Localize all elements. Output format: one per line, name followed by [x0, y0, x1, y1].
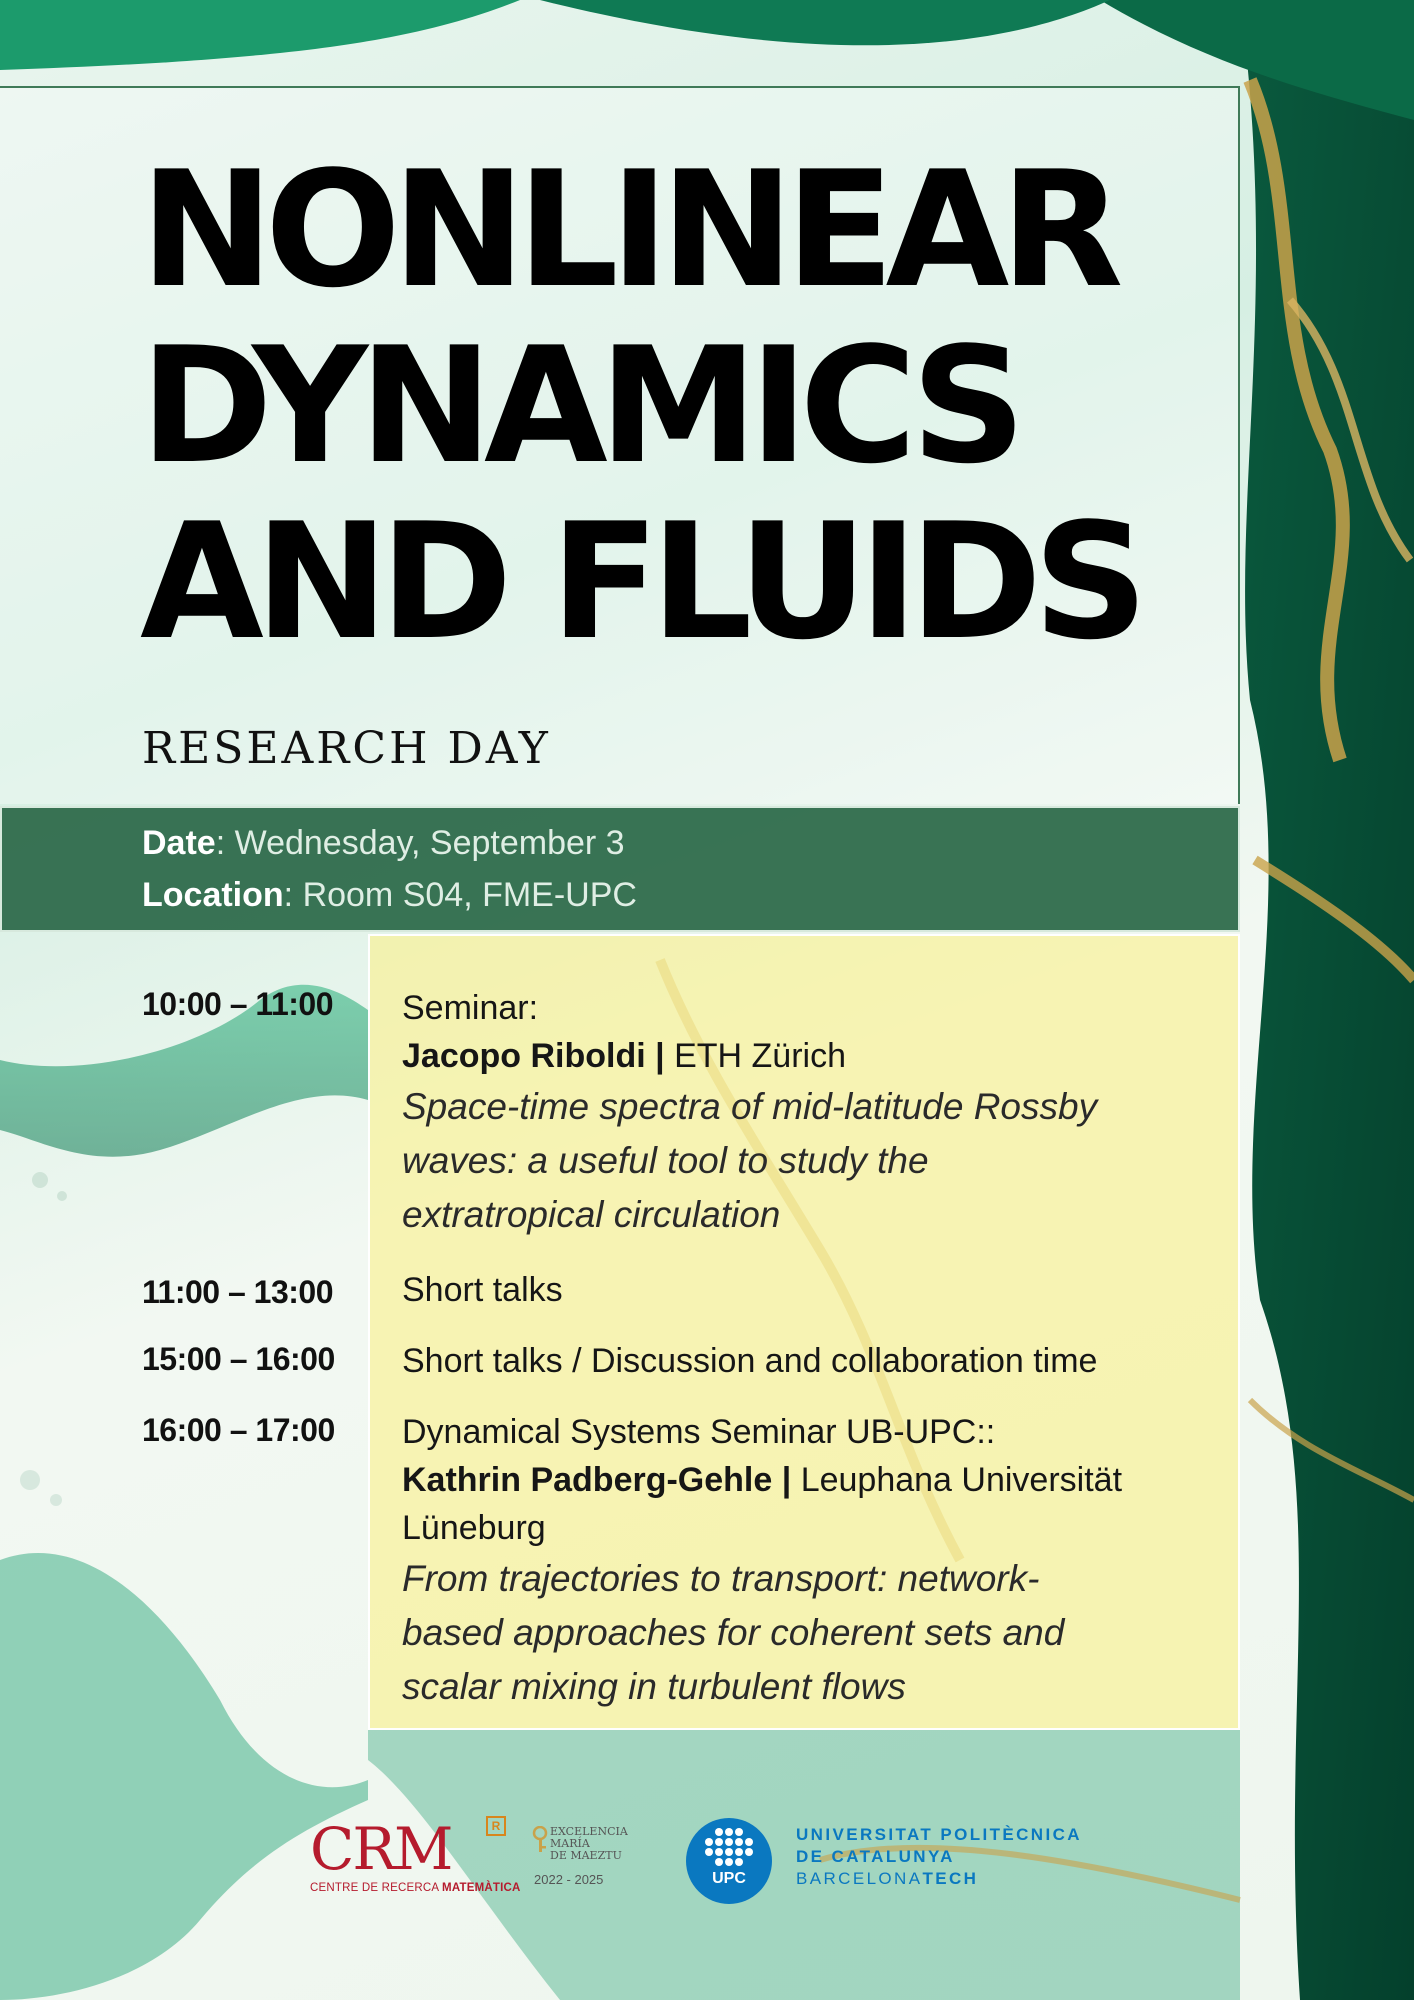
crm-wordmark: CRM: [310, 1815, 452, 1883]
schedule-entry-seminar: [402, 984, 1192, 1242]
title-panel: [0, 86, 1240, 804]
entry-text: Short talks: [402, 1271, 563, 1309]
speaker-affiliation: ETH Zürich: [664, 1037, 846, 1075]
upc-label: UPC: [712, 1870, 746, 1887]
entry-text: Short talks / Discussion and collaboration time: [402, 1342, 1098, 1380]
title-line-3: AND FLUIDS: [140, 488, 1140, 675]
upc-line-2: DE CATALUNYA: [796, 1847, 955, 1866]
schedule-time: 10:00 – 11:00: [142, 986, 333, 1022]
upc-line-3-a: BARCELONA: [796, 1869, 923, 1888]
mm-line-2: MARÍA: [550, 1837, 590, 1850]
talk-title-line: extratropical circulation: [402, 1194, 781, 1235]
entry-speaker-line: [402, 1032, 1192, 1080]
info-band: [0, 806, 1240, 932]
title-line-1: NONLINEAR: [140, 136, 1115, 323]
schedule-time: 15:00 – 16:00: [142, 1341, 335, 1377]
upc-wordmark: [796, 1824, 1082, 1890]
entry-kind: Dynamical Systems Seminar UB-UPC::: [402, 1413, 996, 1451]
entry-kind: Seminar:: [402, 989, 539, 1027]
talk-title-line: Space-time spectra of mid-latitude Rossby: [402, 1086, 1098, 1127]
location-value: : Room S04, FME-UPC: [283, 876, 637, 914]
upc-line-3-b: TECH: [922, 1869, 979, 1888]
crm-logo: [310, 1810, 521, 1894]
event-subtitle: RESEARCH DAY: [142, 723, 551, 774]
schedule-entry-short-talks: [402, 1266, 1192, 1314]
upc-dots-icon: [686, 1818, 772, 1904]
maria-de-maeztu-text: [550, 1826, 628, 1862]
schedule-entry-dynamical-seminar: [402, 1408, 1192, 1714]
title-line-2: DYNAMICS: [140, 312, 1018, 499]
mm-line-3: DE MAEZTU: [550, 1849, 622, 1862]
speaker-name: Jacopo Riboldi |: [402, 1037, 665, 1075]
talk-title-line: scalar mixing in turbulent flows: [402, 1666, 906, 1707]
speaker-name: Kathrin Padberg-Gehle |: [402, 1461, 792, 1499]
maria-de-maeztu-years: 2022 - 2025: [534, 1872, 604, 1887]
crm-subtitle-a: CENTRE DE RECERCA: [310, 1882, 443, 1894]
schedule-time: 11:00 – 13:00: [142, 1274, 333, 1310]
speaker-affiliation-cont: Lüneburg: [402, 1509, 546, 1547]
schedule-time: 16:00 – 17:00: [142, 1412, 335, 1448]
crm-badge-icon: R: [486, 1816, 506, 1836]
location-row: [142, 876, 637, 915]
upc-line-3: [796, 1868, 1082, 1890]
mm-line-1: EXCELENCIA: [550, 1825, 628, 1838]
sponsor-logos: [0, 1810, 1414, 1930]
entry-speaker-line: [402, 1456, 1192, 1504]
date-label: Date: [142, 824, 216, 862]
date-row: [142, 824, 625, 863]
date-value: : Wednesday, September 3: [215, 824, 625, 862]
key-icon: [532, 1826, 548, 1854]
crm-subtitle: [310, 1882, 521, 1894]
talk-title-line: based approaches for coherent sets and: [402, 1612, 1065, 1653]
maria-de-maeztu-logo: [528, 1826, 638, 1906]
location-label: Location: [142, 876, 284, 914]
upc-emblem: [686, 1818, 772, 1904]
crm-subtitle-b: MATEMÀTICA: [442, 1882, 521, 1894]
talk-title-line: From trajectories to transport: network-: [402, 1558, 1040, 1599]
speaker-affiliation: Leuphana Universität: [791, 1461, 1123, 1499]
schedule-entry-discussion: [402, 1337, 1192, 1385]
upc-line-1: UNIVERSITAT POLITÈCNICA: [796, 1825, 1082, 1844]
talk-title-line: waves: a useful tool to study the: [402, 1140, 929, 1181]
